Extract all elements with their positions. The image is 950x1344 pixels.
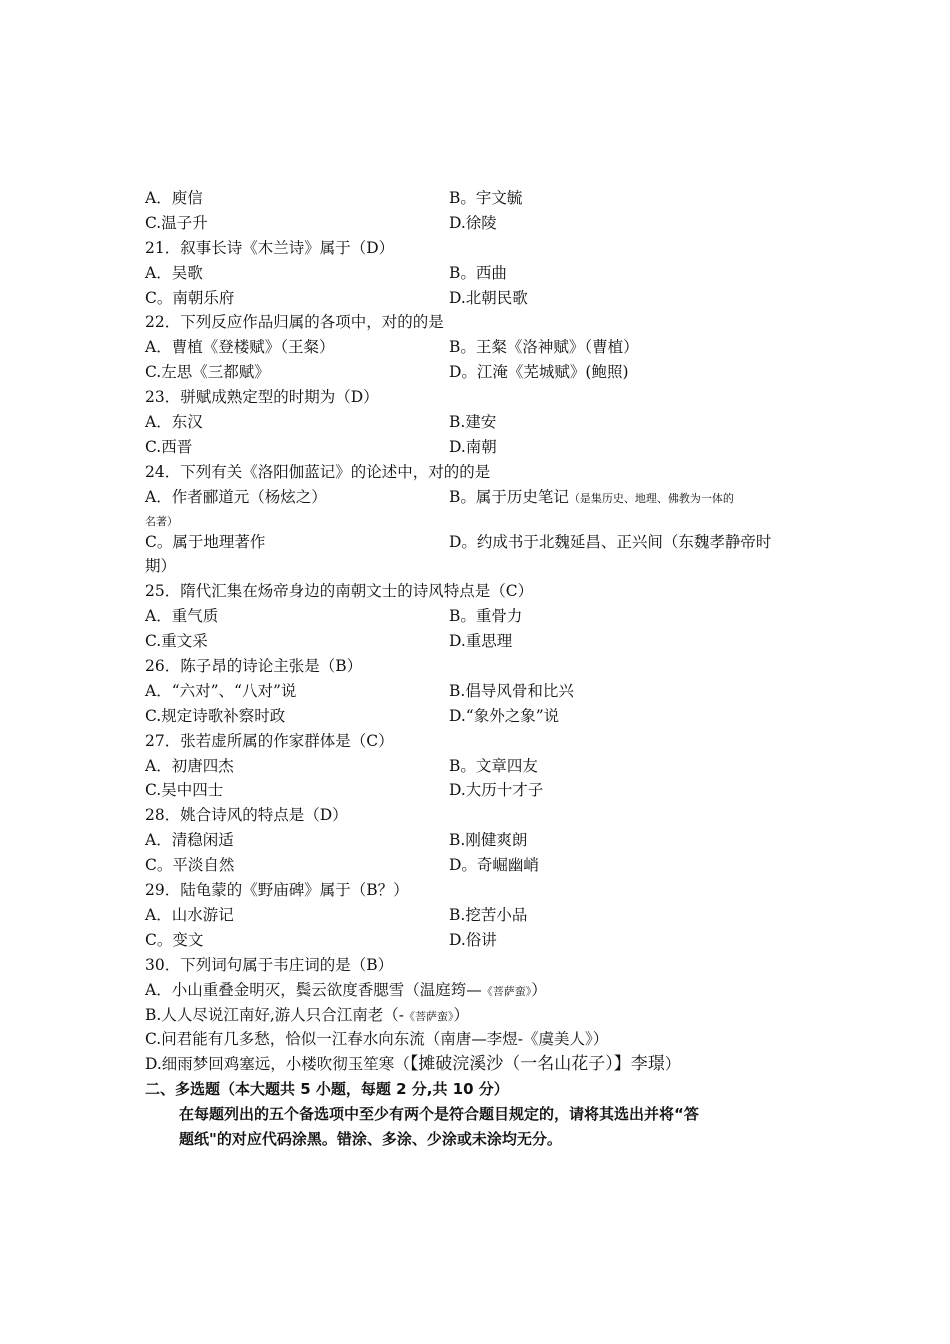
option-row [145, 360, 805, 385]
option-row [145, 186, 805, 211]
question-stem: 27．张若虚所属的作家群体是（C） [145, 731, 394, 750]
option-row [145, 754, 805, 779]
option-right: D.大历十才子 [449, 781, 544, 800]
option-row [145, 211, 805, 236]
option-right: B。西曲 [449, 263, 507, 282]
questions-20-24 [145, 186, 805, 485]
question-stem: 23．骈赋成熟定型的时期为（D） [145, 388, 379, 407]
question-stem: 24．下列有关《洛阳伽蓝记》的论述中，对的的是 [145, 462, 491, 481]
option-left: C。平淡自然 [145, 856, 235, 875]
option-b-line: B.人人尽说江南好,游人只合江南老（-《菩萨蛮》） [145, 1005, 469, 1024]
option-right: D.徐陵 [449, 213, 497, 232]
option-row [145, 903, 805, 928]
option-right: D。江淹《芜城赋》(鲍照) [449, 363, 629, 382]
option-c-line: C.问君能有几多愁，恰似一江春水向东流（南唐—李煜-《虞美人》） [145, 1030, 609, 1049]
option-right: B。王粲《洛神赋》（曹植） [449, 338, 639, 357]
question-stem: 21．叙事长诗《木兰诗》属于（D） [145, 238, 395, 257]
option-right: D.“象外之象”说 [449, 706, 560, 725]
option-right: B.挖苦小品 [449, 905, 528, 924]
option-left: A．清稳闲适 [145, 831, 234, 850]
option-left: C.吴中四士 [145, 781, 224, 800]
option-row [145, 485, 805, 510]
option-right: D.俗讲 [449, 930, 497, 949]
option-row [145, 853, 805, 878]
option-right: B。文章四友 [449, 756, 538, 775]
option-row [145, 286, 805, 311]
option-row [145, 679, 805, 704]
question-stem: 28．姚合诗风的特点是（D） [145, 806, 348, 825]
option-left: A．“六对”、“八对”说 [145, 681, 297, 700]
option-right: B.倡导风骨和比兴 [449, 681, 574, 700]
option-left: A．吴歌 [145, 263, 203, 282]
option-left: C.温子升 [145, 213, 208, 232]
option-right: D.南朝 [449, 437, 497, 456]
option-row [145, 261, 805, 286]
option-left: C.西晋 [145, 437, 193, 456]
option-row [145, 604, 805, 629]
option-left: A．初唐四杰 [145, 756, 234, 775]
question-stem: 29．陆龟蒙的《野庙碑》属于（B？） [145, 881, 409, 900]
option-row [145, 928, 805, 953]
option-right: B。重骨力 [449, 607, 523, 626]
option-left: C.重文采 [145, 632, 208, 651]
option-left: A．山水游记 [145, 905, 234, 924]
question-stem: 25．隋代汇集在炀帝身边的南朝文士的诗风特点是（C） [145, 582, 534, 601]
section-instructions-line2: 题纸"的对应代码涂黑。错涂、多涂、少涂或未涂均无分。 [179, 1129, 562, 1148]
option-right: D。奇崛幽峭 [449, 856, 539, 875]
option-b: B。属于历史笔记（是集历史、地理、佛教为一体的 [449, 487, 734, 506]
option-right: B.建安 [449, 413, 497, 432]
option-row [145, 410, 805, 435]
question-stem: 22．下列反应作品归属的各项中，对的的是 [145, 313, 444, 332]
option-left: A．曹植《登楼赋》（王粲） [145, 338, 335, 357]
question-stem: 30．下列词句属于韦庄词的是（B） [145, 955, 394, 974]
option-right: B.刚健爽朗 [449, 831, 528, 850]
option-row [145, 335, 805, 360]
option-a: A．作者郦道元（杨炫之） [145, 487, 327, 506]
option-c: C。属于地理著作 [145, 532, 266, 551]
questions-25-30 [145, 579, 805, 977]
option-d-line: D.细雨梦回鸡塞远，小楼吹彻玉笙寒（【摊破浣溪沙（一名山花子）】李璟） [145, 1054, 681, 1075]
exam-document [145, 186, 805, 1152]
option-left: A．重气质 [145, 607, 219, 626]
section-instructions-line1: 在每题列出的五个备选项中至少有两个是符合题目规定的，请将其选出并将“答 [179, 1105, 699, 1124]
option-left: A．东汉 [145, 413, 203, 432]
option-continuation: 期） [145, 557, 177, 576]
section-title: 二、多选题（本大题共 5 小题，每题 2 分,共 10 分） [145, 1080, 509, 1099]
option-left: A．庾信 [145, 189, 203, 207]
option-row [145, 828, 805, 853]
option-a-line: A．小山重叠金明灭，鬓云欲度香腮雪（温庭筠—《菩萨蛮》） [145, 980, 547, 999]
option-right: B。宇文毓 [449, 189, 523, 207]
option-d: D。约成书于北魏延昌、正兴间（东魏孝静帝时 [449, 532, 772, 551]
option-left: C.左思《三都赋》 [145, 363, 270, 382]
option-row [145, 778, 805, 803]
option-row [145, 435, 805, 460]
option-row [145, 530, 805, 555]
option-row [145, 704, 805, 729]
option-row [145, 629, 805, 654]
option-left: C。南朝乐府 [145, 288, 235, 307]
option-continuation: 名著） [145, 514, 178, 528]
option-note: （是集历史、地理、佛教为一体的 [568, 491, 734, 505]
option-right: D.北朝民歌 [449, 288, 528, 307]
question-stem: 26．陈子昂的诗论主张是（B） [145, 657, 363, 676]
option-right: D.重思理 [449, 632, 513, 651]
option-left: C.规定诗歌补察时政 [145, 706, 286, 725]
option-left: C。变文 [145, 930, 204, 949]
